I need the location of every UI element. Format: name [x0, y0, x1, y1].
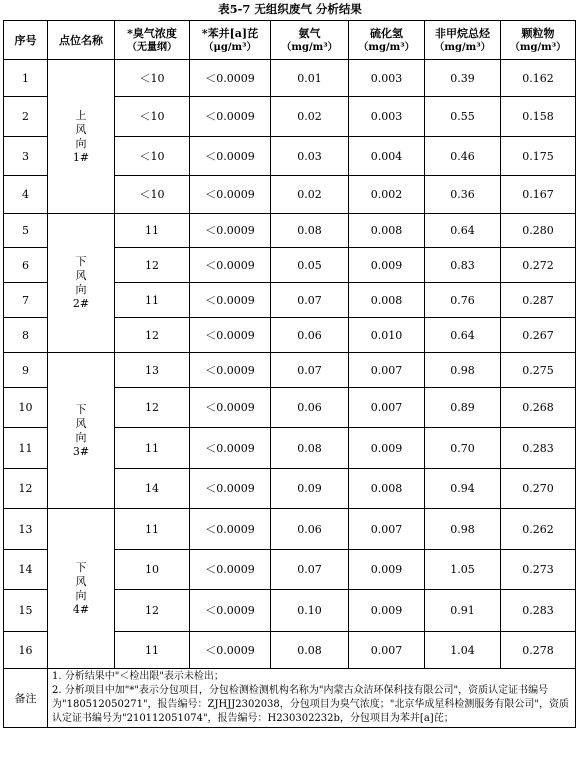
site-name-char: 风	[75, 416, 87, 430]
cell-pm: 0.158	[501, 97, 576, 137]
row-number: 7	[4, 283, 48, 318]
row-number: 14	[4, 550, 48, 590]
remark-line-2: 2. 分析项目中加"*"表示分包项目，分包检测检测机构名称为"内蒙古众洁环保科技有限公司"，资质认定证书编号为"180512050271"，报告编号：ZJHJJ2302038，分包项目为臭气浓度；"北京华成星科检测服务有限公司"，资质认定证书编号为"210112051074"，报告编号：H230302232b，分包项目为苯并[a]芘；	[52, 685, 569, 724]
site-name-char: 上	[75, 108, 87, 122]
cell-bap: ＜0.0009	[190, 137, 271, 176]
header-nmhc: 非甲烷总烃 （mg/m³）	[425, 21, 501, 60]
site-name-char: 3#	[72, 444, 90, 458]
site-name-char: 向	[75, 588, 87, 602]
cell-odor: 11	[115, 214, 190, 248]
cell-nmhc: 0.55	[425, 97, 501, 137]
cell-odor: 12	[115, 590, 190, 632]
cell-nh3: 0.06	[271, 509, 349, 550]
cell-nh3: 0.02	[271, 176, 349, 214]
cell-nmhc: 0.36	[425, 176, 501, 214]
cell-odor: 12	[115, 318, 190, 353]
cell-nh3: 0.02	[271, 97, 349, 137]
remark-line-1: 1. 分析结果中"＜检出限"表示未检出；	[52, 671, 224, 682]
cell-h2s: 0.003	[349, 60, 425, 97]
cell-bap: ＜0.0009	[190, 388, 271, 428]
cell-bap: ＜0.0009	[190, 509, 271, 550]
cell-bap: ＜0.0009	[190, 353, 271, 388]
row-number: 15	[4, 590, 48, 632]
cell-nmhc: 0.39	[425, 60, 501, 97]
row-number: 6	[4, 248, 48, 283]
cell-nmhc: 0.91	[425, 590, 501, 632]
row-number: 16	[4, 632, 48, 669]
cell-pm: 0.268	[501, 388, 576, 428]
cell-nmhc: 1.04	[425, 632, 501, 669]
row-number: 8	[4, 318, 48, 353]
header-nh3: 氨气 （mg/m³）	[271, 21, 349, 60]
cell-h2s: 0.007	[349, 388, 425, 428]
header-pm: 颗粒物 （mg/m³）	[501, 21, 576, 60]
cell-pm: 0.273	[501, 550, 576, 590]
cell-nh3: 0.08	[271, 632, 349, 669]
cell-pm: 0.272	[501, 248, 576, 283]
site-name-char: 向	[75, 430, 87, 444]
cell-pm: 0.162	[501, 60, 576, 97]
remarks-label: 备注	[4, 669, 48, 728]
cell-bap: ＜0.0009	[190, 214, 271, 248]
site-name	[48, 60, 115, 214]
cell-nh3: 0.07	[271, 550, 349, 590]
row-number: 11	[4, 428, 48, 469]
cell-h2s: 0.007	[349, 509, 425, 550]
cell-h2s: 0.008	[349, 214, 425, 248]
cell-h2s: 0.008	[349, 283, 425, 318]
cell-pm: 0.283	[501, 590, 576, 632]
table-row	[4, 60, 576, 97]
cell-odor: 11	[115, 632, 190, 669]
cell-nh3: 0.06	[271, 318, 349, 353]
cell-h2s: 0.003	[349, 97, 425, 137]
cell-h2s: 0.004	[349, 137, 425, 176]
header-row	[4, 21, 576, 60]
cell-odor: ＜10	[115, 137, 190, 176]
table-row	[4, 214, 576, 248]
site-name	[48, 509, 115, 669]
cell-bap: ＜0.0009	[190, 60, 271, 97]
cell-nmhc: 0.98	[425, 509, 501, 550]
cell-nmhc: 0.83	[425, 248, 501, 283]
remarks-row	[4, 669, 576, 728]
cell-nmhc: 0.46	[425, 137, 501, 176]
cell-bap: ＜0.0009	[190, 469, 271, 509]
row-number: 2	[4, 97, 48, 137]
cell-odor: 11	[115, 428, 190, 469]
cell-odor: ＜10	[115, 176, 190, 214]
site-name	[48, 214, 115, 353]
site-name-char: 风	[75, 122, 87, 136]
row-number: 5	[4, 214, 48, 248]
cell-bap: ＜0.0009	[190, 248, 271, 283]
cell-pm: 0.270	[501, 469, 576, 509]
cell-nmhc: 0.94	[425, 469, 501, 509]
cell-h2s: 0.009	[349, 248, 425, 283]
site-name-char: 2#	[72, 297, 90, 310]
cell-nmhc: 0.76	[425, 283, 501, 318]
row-number: 4	[4, 176, 48, 214]
table-row	[4, 509, 576, 550]
cell-odor: 12	[115, 388, 190, 428]
cell-nh3: 0.08	[271, 214, 349, 248]
site-name-char: 1#	[72, 150, 90, 164]
cell-nh3: 0.09	[271, 469, 349, 509]
cell-pm: 0.262	[501, 509, 576, 550]
cell-odor: 11	[115, 283, 190, 318]
cell-pm: 0.287	[501, 283, 576, 318]
cell-h2s: 0.010	[349, 318, 425, 353]
cell-h2s: 0.009	[349, 590, 425, 632]
cell-nmhc: 0.64	[425, 214, 501, 248]
cell-odor: ＜10	[115, 60, 190, 97]
cell-pm: 0.275	[501, 353, 576, 388]
cell-nh3: 0.05	[271, 248, 349, 283]
table-title: 表5-7 无组织废气 分析结果	[218, 2, 362, 16]
cell-bap: ＜0.0009	[190, 176, 271, 214]
site-name	[48, 353, 115, 509]
cell-odor: ＜10	[115, 97, 190, 137]
cell-h2s: 0.009	[349, 550, 425, 590]
header-no: 序号	[4, 21, 48, 60]
cell-pm: 0.267	[501, 318, 576, 353]
row-number: 10	[4, 388, 48, 428]
cell-bap: ＜0.0009	[190, 590, 271, 632]
cell-odor: 12	[115, 248, 190, 283]
row-number: 12	[4, 469, 48, 509]
cell-bap: ＜0.0009	[190, 632, 271, 669]
cell-h2s: 0.007	[349, 353, 425, 388]
cell-odor: 11	[115, 509, 190, 550]
cell-h2s: 0.002	[349, 176, 425, 214]
site-name-char: 向	[75, 283, 87, 296]
cell-nmhc: 0.98	[425, 353, 501, 388]
cell-nmhc: 0.70	[425, 428, 501, 469]
row-number: 9	[4, 353, 48, 388]
cell-pm: 0.280	[501, 214, 576, 248]
site-name-char: 向	[75, 136, 87, 150]
cell-nh3: 0.06	[271, 388, 349, 428]
cell-pm: 0.175	[501, 137, 576, 176]
cell-bap: ＜0.0009	[190, 283, 271, 318]
row-number: 3	[4, 137, 48, 176]
cell-nh3: 0.08	[271, 428, 349, 469]
remarks-content	[48, 669, 576, 728]
cell-nmhc: 1.05	[425, 550, 501, 590]
site-name-char: 下	[75, 255, 87, 268]
site-name-char: 风	[75, 574, 87, 588]
cell-pm: 0.283	[501, 428, 576, 469]
row-number: 13	[4, 509, 48, 550]
site-name-char: 风	[75, 269, 87, 282]
cell-bap: ＜0.0009	[190, 97, 271, 137]
cell-pm: 0.278	[501, 632, 576, 669]
cell-nmhc: 0.64	[425, 318, 501, 353]
cell-h2s: 0.009	[349, 428, 425, 469]
cell-nh3: 0.10	[271, 590, 349, 632]
cell-odor: 10	[115, 550, 190, 590]
cell-h2s: 0.007	[349, 632, 425, 669]
cell-nh3: 0.03	[271, 137, 349, 176]
table-body	[4, 60, 576, 669]
header-odor: *臭气浓度 （无量纲）	[115, 21, 190, 60]
results-table	[3, 20, 576, 728]
site-name-char: 4#	[72, 602, 90, 616]
header-site: 点位名称	[48, 21, 115, 60]
header-bap: *苯并[a]芘 （μg/m³）	[190, 21, 271, 60]
table-row	[4, 353, 576, 388]
cell-nh3: 0.01	[271, 60, 349, 97]
site-name-char: 下	[75, 560, 87, 574]
cell-h2s: 0.008	[349, 469, 425, 509]
cell-bap: ＜0.0009	[190, 550, 271, 590]
cell-bap: ＜0.0009	[190, 318, 271, 353]
site-name-char: 下	[75, 402, 87, 416]
cell-nh3: 0.07	[271, 353, 349, 388]
cell-nmhc: 0.89	[425, 388, 501, 428]
row-number: 1	[4, 60, 48, 97]
cell-odor: 14	[115, 469, 190, 509]
cell-nh3: 0.07	[271, 283, 349, 318]
header-h2s: 硫化氢 （mg/m³）	[349, 21, 425, 60]
cell-odor: 13	[115, 353, 190, 388]
cell-pm: 0.167	[501, 176, 576, 214]
cell-bap: ＜0.0009	[190, 428, 271, 469]
